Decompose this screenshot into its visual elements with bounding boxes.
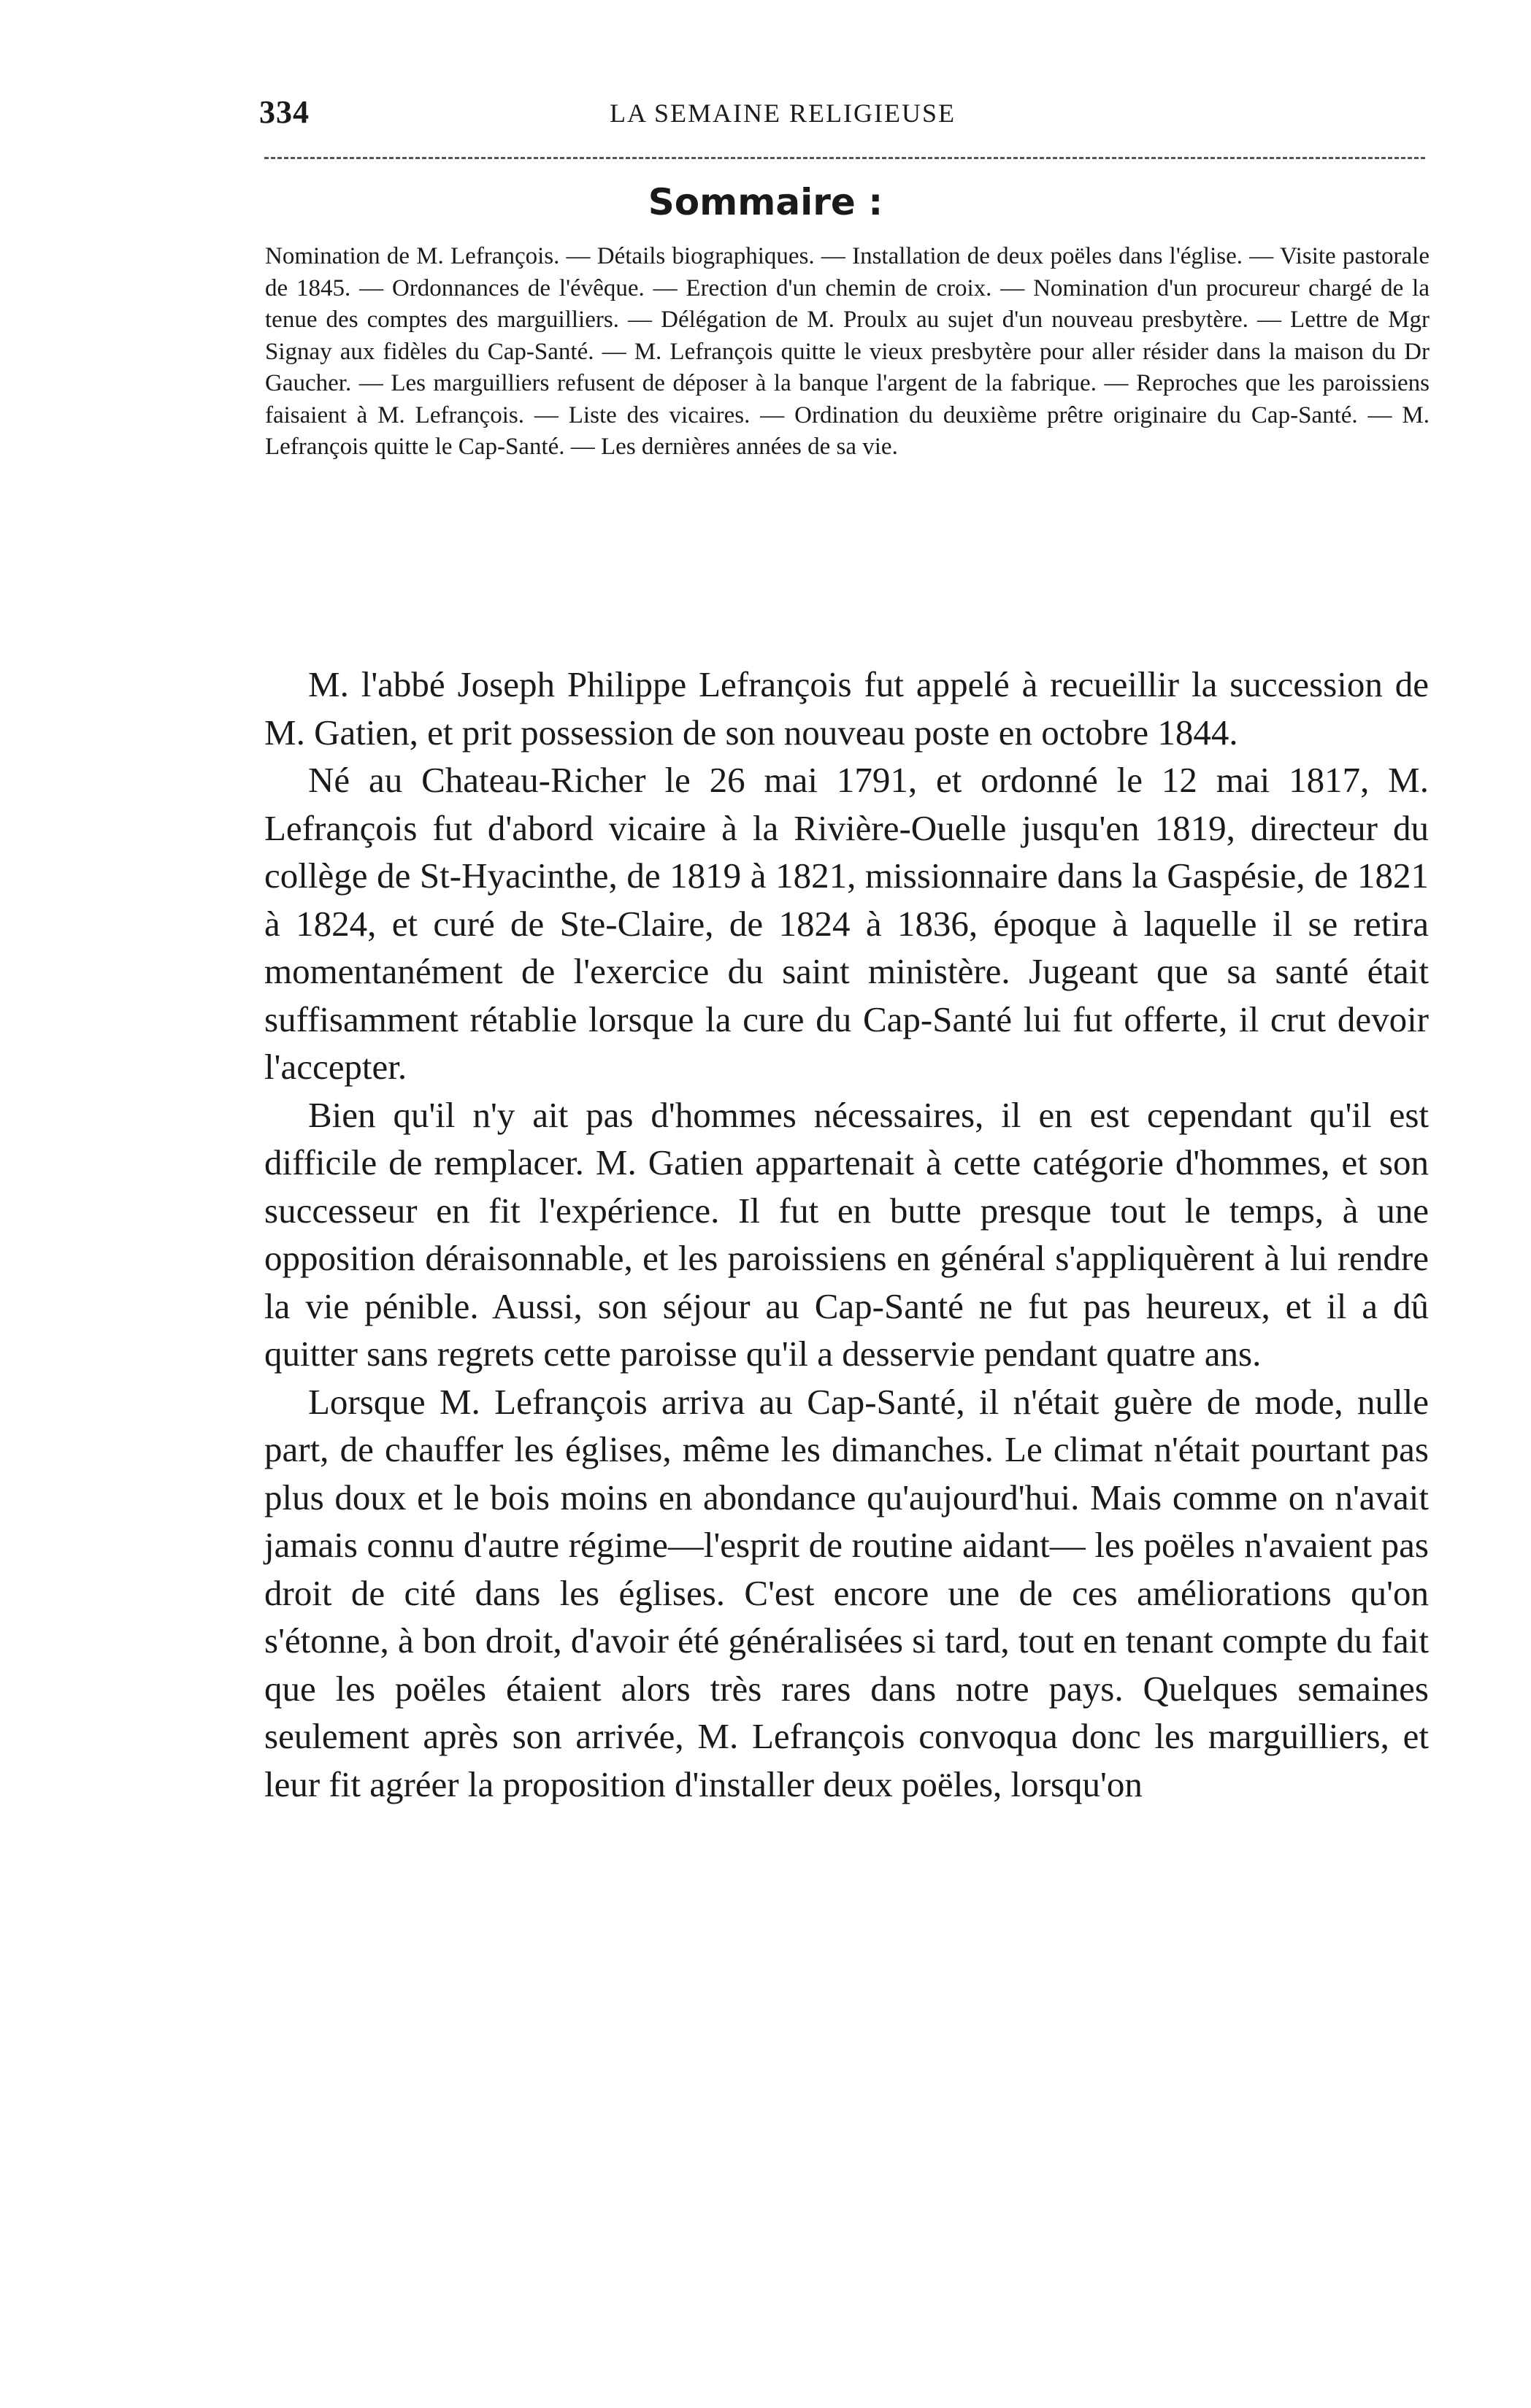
paragraph: Lorsque M. Lefrançois arriva au Cap-Santé, il n'était guère de mode, nulle part, de chauffer les églises, même les dimanches. Le climat n'était pourtant pas plus doux et le bois moins en abondance qu'aujourd'hui. Mais comme on n'avait jamais connu d'autre régime—l'esprit de routine aidant— les poëles n'avaient pas droit de cité dans les églises. C'est encore une de ces améliorations qu'on s'étonne, à bon droit, d'avoir été généralisées si tard, tout en tenant compte du fait que les poëles étaient alors très rares dans notre pays. Quelques semaines seulement après son arrivée, M. Lefrançois convoqua donc les marguilliers, et leur fit agréer la proposition d'installer deux poëles, lorsqu'on — [264, 1381, 1429, 1804]
paragraph: Bien qu'il n'y ait pas d'hommes nécessaires, il en est cependant qu'il est difficile de remplacer. M. Gatien appartenait à cette catégorie d'hommes, et son successeur en fit l'expérience. Il fut en butte presque tout le temps, à une opposition déraisonnable, et les paroissiens en général s'appliquèrent à lui rendre la vie pénible. Aussi, son séjour au Cap-Santé ne fut pas heureux, et il a dû quitter sans regrets cette paroisse qu'il a desservie pendant quatre ans. — [264, 1094, 1429, 1374]
body-text — [264, 661, 1429, 1808]
paragraph: Né au Chateau-Richer le 26 mai 1791, et ordonné le 12 mai 1817, M. Lefrançois fut d'abord vicaire à la Rivière-Ouelle jusqu'en 1819, directeur du collège de St-Hyacinthe, de 1819 à 1821, missionnaire dans la Gaspésie, de 1821 à 1824, et curé de Ste-Claire, de 1824 à 1836, époque à laquelle il se retira momentanément de l'exercice du saint ministère. Jugeant que sa santé était suffisamment rétablie lorsque la cure du Cap-Santé lui fut offerte, il crut devoir l'accepter. — [264, 760, 1429, 1087]
page-header — [259, 93, 1435, 137]
header-rule — [264, 157, 1425, 159]
page-number: 334 — [259, 94, 310, 130]
running-title: LA SEMAINE RELIGIEUSE — [610, 99, 956, 128]
paragraph: M. l'abbé Joseph Philippe Lefrançois fut appelé à recueillir la succession de M. Gatien, et prit possession de son nouveau poste en octobre 1844. — [264, 664, 1429, 753]
sommaire-text: Nomination de M. Lefrançois. — Détails biographiques. — Installation de deux poëles dans l'église. — Visite pastorale de 1845. — Ordonnances de l'évêque. — Erection d'un chemin de croix. — Nomination d'un procureur chargé de la tenue des comptes des marguilliers. — Délégation de M. Proulx au sujet d'un nouveau presbytère. — Lettre de Mgr Signay aux fidèles du Cap-Santé. — M. Lefrançois quitte le vieux presbytère pour aller résider dans la maison du Dr Gaucher. — Les marguilliers refusent de déposer à la banque l'argent de la fabrique. — Reproches que les paroissiens faisaient à M. Lefrançois. — Liste des vicaires. — Ordination du deuxième prêtre originaire du Cap-Santé. — M. Lefrançois quitte le Cap-Santé. — Les dernières années de sa vie. — [265, 243, 1430, 460]
sommaire-title: Sommaire : — [648, 181, 883, 223]
